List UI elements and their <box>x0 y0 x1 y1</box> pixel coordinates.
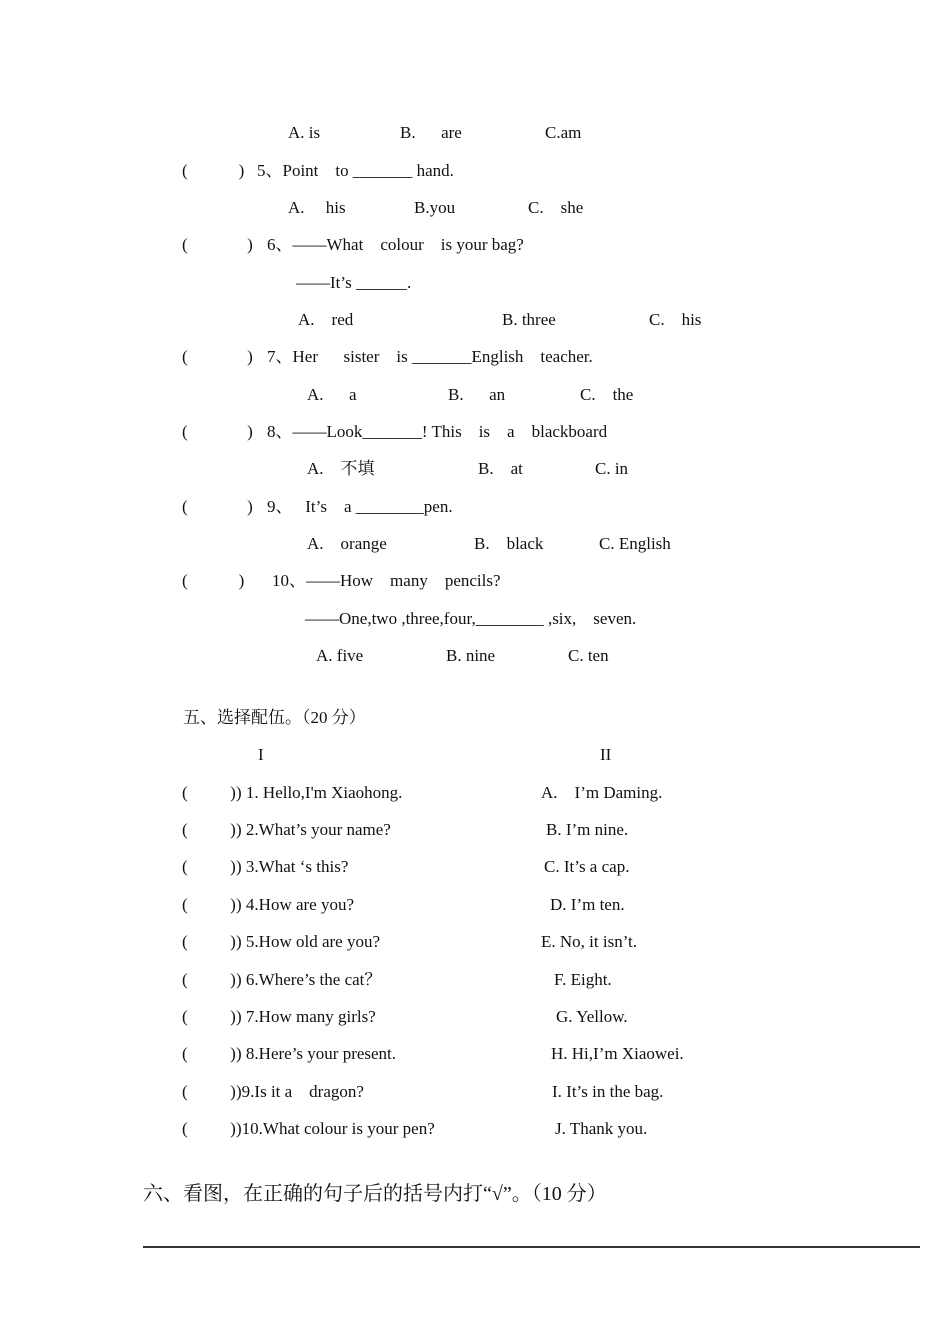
match-left-6: ) 6.Where’s the cat？ <box>236 970 382 989</box>
match-paren-8: ( ) <box>182 1044 236 1063</box>
match-paren-1: ( ) <box>182 783 236 802</box>
bottom-divider <box>143 1246 920 1248</box>
q6-option-c: C. his <box>649 310 702 329</box>
q8-stem: 8、——Look_______! This is a blackboard <box>267 422 608 441</box>
q6-option-a: A. red <box>298 310 354 329</box>
match-paren-2: ( ) <box>182 820 236 839</box>
q9-option-c: C. English <box>599 534 671 553</box>
match-left-9: )9.Is it a dragon? <box>236 1082 364 1101</box>
column-ii-header: II <box>600 745 612 764</box>
match-left-1: ) 1. Hello,I'm Xiaohong. <box>236 783 403 802</box>
q9-stem: 9、 It’s a ________pen. <box>267 497 453 516</box>
q9-option-b: B. black <box>474 534 544 553</box>
q7-option-c: C. the <box>580 385 634 404</box>
q8-option-b: B. at <box>478 459 523 478</box>
q8-option-a: A. 不填 <box>307 459 375 478</box>
match-left-10: )10.What colour is your pen? <box>236 1119 435 1138</box>
match-right-a: A. I’m Daming. <box>541 783 663 802</box>
q7-answer-paren: ( ) <box>182 347 253 366</box>
q10-answer-paren: ( ) <box>182 571 245 590</box>
q4-option-a: A. is <box>288 123 321 142</box>
match-right-d: D. I’m ten. <box>550 895 625 914</box>
match-paren-4: ( ) <box>182 895 236 914</box>
q6-stem: 6、——What colour is your bag? <box>267 235 524 254</box>
match-right-i: I. It’s in the bag. <box>552 1082 664 1101</box>
match-left-3: ) 3.What ‘s this? <box>236 857 349 876</box>
q10-option-c: C. ten <box>568 646 609 665</box>
match-left-8: ) 8.Here’s your present. <box>236 1044 397 1063</box>
q10-option-b: B. nine <box>446 646 496 665</box>
match-right-j: J. Thank you. <box>555 1119 648 1138</box>
q10-line2: ——One,two ,three,four,________ ,six, seven. <box>305 609 637 628</box>
match-right-g: G. Yellow. <box>556 1007 628 1026</box>
match-right-b: B. I’m nine. <box>546 820 629 839</box>
match-paren-7: ( ) <box>182 1007 236 1026</box>
match-right-h: H. Hi,I’m Xiaowei. <box>551 1044 684 1063</box>
match-paren-6: ( ) <box>182 970 236 989</box>
q4-option-c: C.am <box>545 123 582 142</box>
q5-stem: 5、Point to _______ hand. <box>257 161 454 180</box>
match-left-4: ) 4.How are you? <box>236 895 355 914</box>
section5-title: 五、选择配伍。（20 分） <box>183 708 366 727</box>
q8-option-c: C. in <box>595 459 629 478</box>
q6-option-b: B. three <box>502 310 556 329</box>
q4-option-b: B. are <box>400 123 462 142</box>
match-right-c: C. It’s a cap. <box>544 857 630 876</box>
q6-line2: ——It’s ______. <box>296 273 412 292</box>
match-right-f: F. Eight. <box>554 970 612 989</box>
q7-option-a: A. a <box>307 385 357 404</box>
match-right-e: E. No, it isn’t. <box>541 932 638 951</box>
q10-stem: 10、——How many pencils? <box>272 571 501 590</box>
match-left-5: ) 5.How old are you? <box>236 932 380 951</box>
section6-title: 六、看图，在正确的句子后的括号内打“√”。（10 分） <box>143 1183 607 1205</box>
q8-answer-paren: ( ) <box>182 422 253 441</box>
q7-stem: 7、Her sister is _______English teacher. <box>267 347 593 366</box>
q5-answer-paren: ( ) <box>182 161 245 180</box>
column-i-header: I <box>258 745 264 764</box>
match-paren-10: ( ) <box>182 1119 236 1138</box>
q9-option-a: A. orange <box>307 534 387 553</box>
q5-option-b: B.you <box>414 198 456 217</box>
match-paren-3: ( ) <box>182 857 236 876</box>
match-left-7: ) 7.How many girls? <box>236 1007 376 1026</box>
q9-answer-paren: ( ) <box>182 497 253 516</box>
q10-option-a: A. five <box>316 646 364 665</box>
match-left-2: ) 2.What’s your name? <box>236 820 391 839</box>
match-paren-9: ( ) <box>182 1082 236 1101</box>
match-paren-5: ( ) <box>182 932 236 951</box>
q6-answer-paren: ( ) <box>182 235 253 254</box>
q5-option-a: A. his <box>288 198 346 217</box>
q7-option-b: B. an <box>448 385 506 404</box>
q5-option-c: C. she <box>528 198 584 217</box>
